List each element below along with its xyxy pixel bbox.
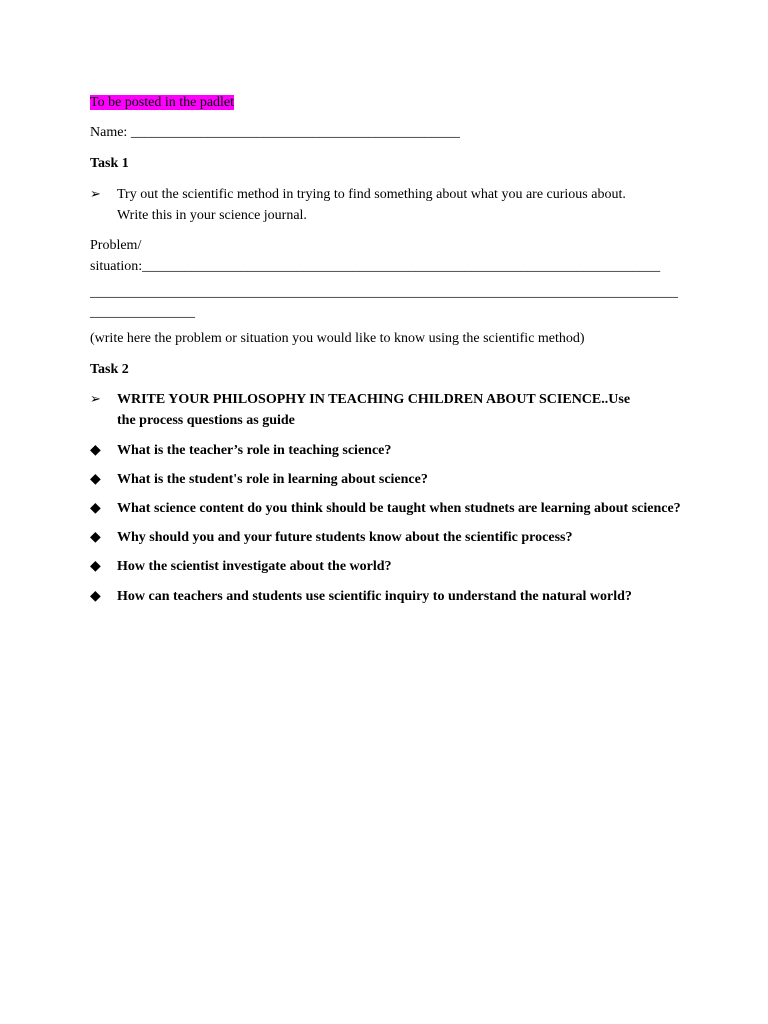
arrowhead-bullet-icon: ➢ <box>90 187 101 202</box>
diamond-bullet-icon: ◆ <box>90 442 101 458</box>
arrowhead-bullet-icon: ➢ <box>90 392 101 407</box>
question-text: Why should you and your future students know about the scientific process? <box>117 530 573 545</box>
posting-note-highlight: To be posted in the padlet <box>90 95 235 110</box>
task1-title: Task 1 <box>90 156 129 171</box>
task2-heading-line2: the process questions as guide <box>117 413 295 428</box>
task2-heading <box>90 389 690 431</box>
problem-line-1: situation:__________________________________________________________________________ <box>90 259 661 274</box>
task2-heading-line1: WRITE YOUR PHILOSOPHY IN TEACHING CHILDREN ABOUT SCIENCE..Use <box>117 392 631 407</box>
posting-note-line <box>90 92 234 113</box>
task1-note: (write here the problem or situation you would like to know using the scientific method) <box>90 331 585 346</box>
diamond-bullet-icon: ◆ <box>90 588 101 604</box>
diamond-bullet-icon: ◆ <box>90 529 101 545</box>
diamond-bullet-icon: ◆ <box>90 471 101 487</box>
question-text: How can teachers and students use scientific inquiry to understand the natural world? <box>117 589 632 604</box>
diamond-bullet-icon: ◆ <box>90 558 101 574</box>
question-text: How the scientist investigate about the world? <box>117 559 392 574</box>
task2-title: Task 2 <box>90 362 129 377</box>
question-text: What science content do you think should be taught when studnets are learning about science? <box>117 501 681 516</box>
task1-instruction-line1: Try out the scientific method in trying to find something about what you are curious about. <box>117 187 626 202</box>
task1-instruction-line2: Write this in your science journal. <box>117 208 307 223</box>
problem-line-2: ____________________________________________________________________________________ <box>90 285 678 300</box>
problem-label: Problem/ <box>90 238 142 253</box>
name-field-line: Name: _______________________________________________ <box>90 125 460 140</box>
question-text: What is the student's role in learning about science? <box>117 472 428 487</box>
diamond-bullet-icon: ◆ <box>90 500 101 516</box>
task1-instruction <box>90 184 690 226</box>
problem-line-3: _______________ <box>90 305 195 320</box>
question-text: What is the teacher’s role in teaching science? <box>117 443 392 458</box>
